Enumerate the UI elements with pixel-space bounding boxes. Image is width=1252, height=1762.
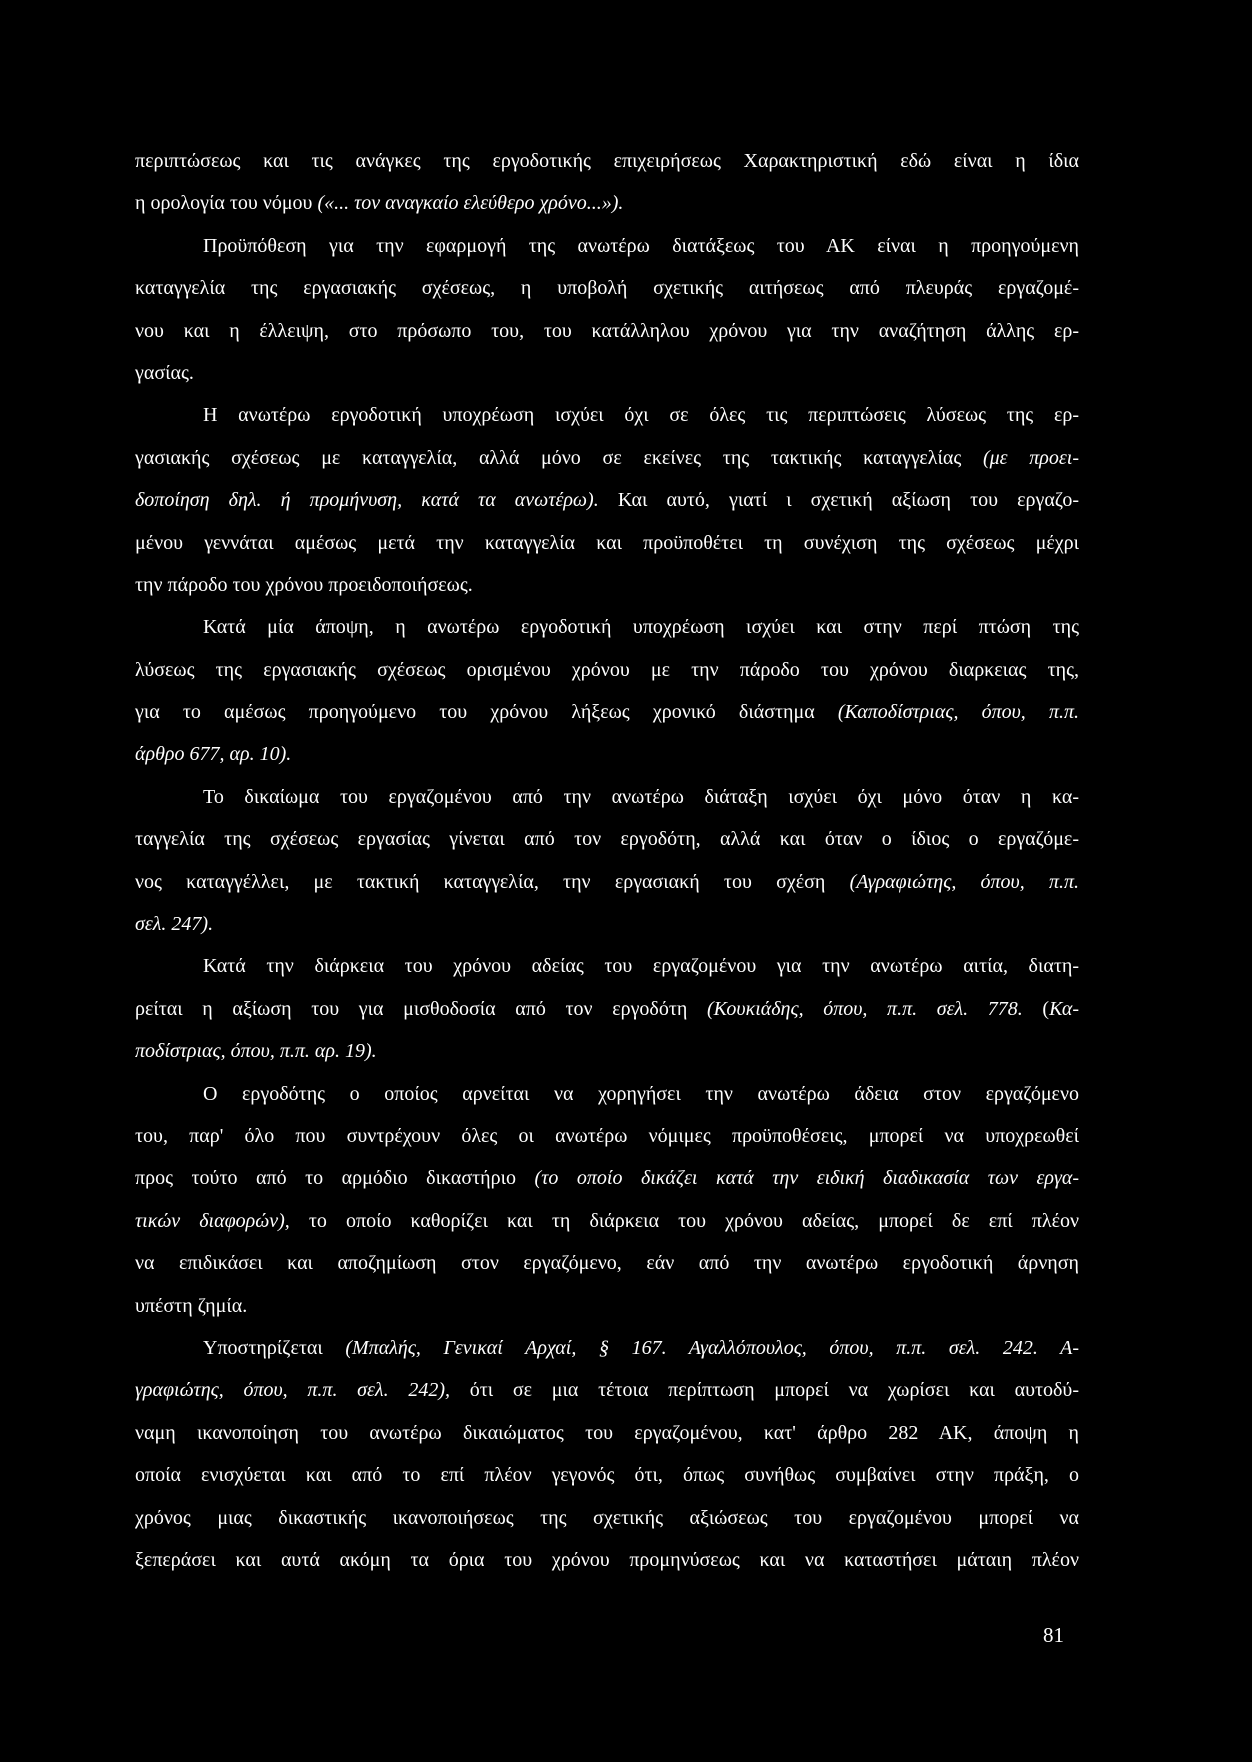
text-line xyxy=(135,394,1079,436)
text-run: καταγγελία της εργασιακής σχέσεως, η υποβολή σχετικής αιτήσεως από πλευράς εργαζομέ- xyxy=(135,277,1079,300)
text-line xyxy=(135,733,1079,775)
text-run: ναμη ικανοποίηση του ανωτέρω δικαιώματος του εργαζομένου, κατ' άρθρο 282 ΑΚ, άποψη η xyxy=(135,1421,1079,1444)
text-line xyxy=(135,1115,1079,1157)
italic-citation: σελ. 247). xyxy=(135,913,214,936)
italic-citation: γραφιώτης, όπου, π.π. σελ. 242), xyxy=(135,1379,450,1402)
text-line xyxy=(135,945,1079,987)
text-line xyxy=(135,903,1079,945)
text-line xyxy=(135,1539,1079,1581)
text-run: Κατά μία άποψη, η ανωτέρω εργοδοτική υποχρέωση ισχύει και στην περί πτώση της xyxy=(203,616,1079,639)
text-line xyxy=(135,1327,1079,1369)
text-run: ρείται η αξίωση του για μισθοδοσία από τον εργοδότη xyxy=(135,997,707,1020)
text-run: του, παρ' όλο που συντρέχουν όλες οι ανωτέρω νόμιμες προϋποθέσεις, μπορεί να υποχρεωθεί xyxy=(135,1124,1079,1147)
text-run: χρόνος μιας δικαστικής ικανοποιήσεως της σχετικής αξιώσεως του εργαζομένου μπορεί να xyxy=(135,1506,1079,1529)
italic-citation: (Αγραφιώτης, όπου, π.π. xyxy=(849,870,1079,893)
text-line xyxy=(135,564,1079,606)
text-run: λύσεως της εργασιακής σχέσεως ορισμένου χρόνου με την πάροδο του χρόνου διαρκειας της, xyxy=(135,658,1079,681)
italic-citation: τικών διαφορών), xyxy=(135,1209,290,1232)
italic-citation: (Καποδίστριας, όπου, π.π. xyxy=(837,701,1079,724)
text-run: περιπτώσεως και τις ανάγκες της εργοδοτικής επιχειρήσεως Χαρακτηριστική εδώ είναι η ίδια xyxy=(135,150,1079,172)
body-text xyxy=(135,140,1079,1581)
text-run: νος καταγγέλλει, με τακτική καταγγελία, την εργασιακή του σχέση xyxy=(135,870,850,893)
text-line xyxy=(135,140,1079,182)
text-run: νου και η έλλειψη, στο πρόσωπο του, του κατάλληλου χρόνου για την αναζήτηση άλλης ερ- xyxy=(135,319,1079,342)
text-line xyxy=(135,776,1079,818)
text-line xyxy=(135,818,1079,860)
text-line xyxy=(135,1073,1079,1115)
text-run: Υποστηρίζεται xyxy=(203,1336,346,1359)
text-line xyxy=(135,861,1079,903)
text-run: οποία ενισχύεται και από το επί πλέον γεγονός ότι, όπως συνήθως συμβαίνει στην πράξη, ο xyxy=(135,1464,1079,1487)
text-line xyxy=(135,1454,1079,1496)
text-run: ( xyxy=(1022,997,1050,1020)
text-line xyxy=(135,1412,1079,1454)
italic-citation: δοποίηση δηλ. ή προμήνυση, κατά τα ανωτέρω). xyxy=(135,489,599,512)
text-run: Το δικαίωμα του εργαζομένου από την ανωτέρω διάταξη ισχύει όχι μόνο όταν η κα- xyxy=(203,785,1079,808)
italic-citation: άρθρο 677, αρ. 10). xyxy=(135,743,292,766)
text-line xyxy=(135,606,1079,648)
text-run: Και αυτό, γιατί ι σχετική αξίωση του εργαζο- xyxy=(598,489,1079,512)
text-run: ταγγελία της σχέσεως εργασίας γίνεται από τον εργοδότη, αλλά και όταν ο ίδιος ο εργαζόμε- xyxy=(135,828,1079,851)
text-line xyxy=(135,1157,1079,1199)
text-line xyxy=(135,988,1079,1030)
page-number: 81 xyxy=(1043,1623,1064,1647)
italic-citation: (Κουκιάδης, όπου, π.π. σελ. 778. xyxy=(706,997,1023,1020)
italic-citation: (Μπαλής, Γενικαί Αρχαί, § 167. Αγαλλόπουλος, όπου, π.π. σελ. 242. Α- xyxy=(345,1336,1079,1359)
text-line xyxy=(135,691,1079,733)
text-run: ότι σε μια τέτοια περίπτωση μπορεί να χωρίσει και αυτοδύ- xyxy=(449,1379,1079,1402)
text-line xyxy=(135,522,1079,564)
text-run: το οποίο καθορίζει και τη διάρκεια του χρόνου αδείας, μπορεί δε επί πλέον xyxy=(289,1209,1080,1232)
text-line xyxy=(135,1497,1079,1539)
text-run: για το αμέσως προηγούμενο του χρόνου λήξεως χρονικό διάστημα xyxy=(135,701,838,724)
text-line xyxy=(135,479,1079,521)
text-line xyxy=(135,649,1079,691)
italic-citation: ποδίστριας, όπου, π.π. αρ. 19). xyxy=(135,1040,377,1063)
italic-citation: (με προει- xyxy=(982,446,1079,469)
text-run: ξεπεράσει και αυτά ακόμη τα όρια του χρόνου προμηνύσεως και να καταστήσει μάταιη πλέον xyxy=(135,1548,1079,1571)
text-line xyxy=(135,437,1079,479)
text-run: γασίας. xyxy=(135,361,194,384)
text-line xyxy=(135,182,1079,224)
text-run: Προϋπόθεση για την εφαρμογή της ανωτέρω διατάξεως του ΑΚ είναι η προηγούμενη xyxy=(203,234,1079,257)
text-run: προς τούτο από το αρμόδιο δικαστήριο xyxy=(135,1167,535,1190)
text-run: μένου γεννάται αμέσως μετά την καταγγελία και προϋποθέτει τη συνέχιση της σχέσεως μέχρι xyxy=(135,531,1079,554)
text-run: Ο εργοδότης ο οποίος αρνείται να χορηγήσει την ανωτέρω άδεια στον εργαζόμενο xyxy=(203,1082,1079,1105)
text-line xyxy=(135,1242,1079,1284)
text-line xyxy=(135,352,1079,394)
text-line xyxy=(135,1285,1079,1327)
italic-citation: («... τον αναγκαίο ελεύθερο χρόνο...»). xyxy=(317,192,624,215)
text-run: η ορολογία του νόμου xyxy=(135,192,318,215)
text-line xyxy=(135,1369,1079,1411)
text-line xyxy=(135,267,1079,309)
text-line xyxy=(135,225,1079,267)
italic-citation: (το οποίο δικάζει κατά την ειδική διαδικασία των εργα- xyxy=(534,1167,1079,1190)
text-run: Κατά την διάρκεια του χρόνου αδείας του εργαζομένου για την ανωτέρω αιτία, διατη- xyxy=(203,955,1079,978)
text-run: Η ανωτέρω εργοδοτική υποχρέωση ισχύει όχι σε όλες τις περιπτώσεις λύσεως της ερ- xyxy=(203,404,1079,427)
text-run: την πάροδο του χρόνου προειδοποιήσεως. xyxy=(135,573,473,596)
text-run: να επιδικάσει και αποζημίωση στον εργαζόμενο, εάν από την ανωτέρω εργοδοτική άρνηση xyxy=(135,1252,1079,1275)
italic-citation: Κα- xyxy=(1049,997,1079,1020)
text-run: γασιακής σχέσεως με καταγγελία, αλλά μόνο σε εκείνες της τακτικής καταγγελίας xyxy=(135,446,983,469)
text-line xyxy=(135,1200,1079,1242)
text-line xyxy=(135,310,1079,352)
text-line xyxy=(135,1030,1079,1072)
text-run: υπέστη ζημία. xyxy=(135,1294,248,1317)
